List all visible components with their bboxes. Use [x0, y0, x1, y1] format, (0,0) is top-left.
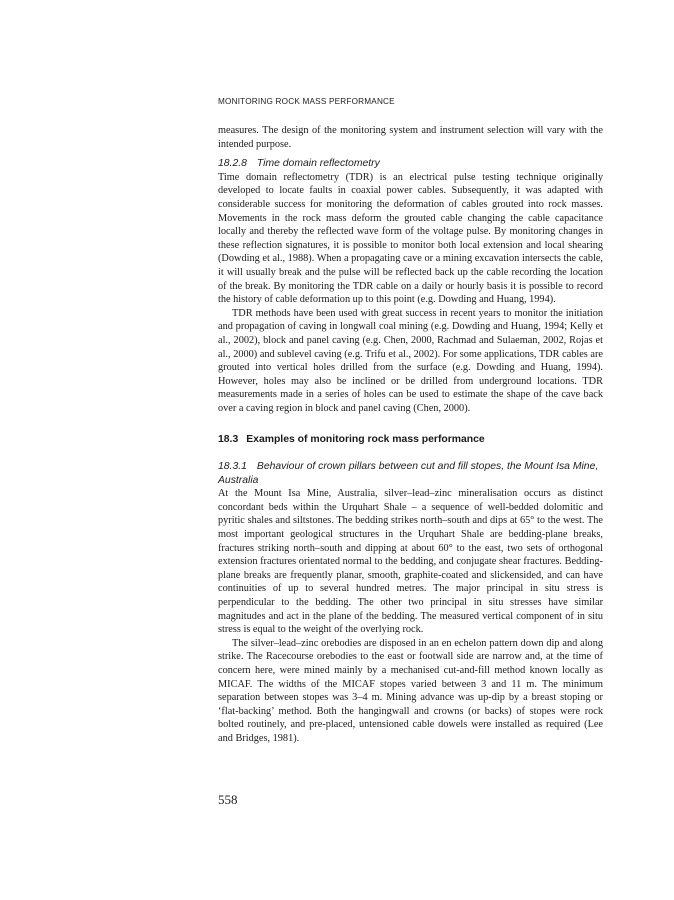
- subsection-heading-tdr: [218, 157, 603, 171]
- paragraph-tdr-2: TDR methods have been used with great success in recent years to monitor the initiation and propagation of caving in longwall coal mining (e.g. Dowding and Huang, 1994; Kelly et al., 2002), block and panel caving (e.g. Chen, 2000, Rachmad and Sulaeman, 2002, Rojas et al., 2000) and sublevel caving (e.g. Trifu et al., 2002). For some applications, TDR cables are grouted into vertical holes drilled from the surface (e.g. Dowding and Huang, 1994). However, holes may also be inclined or be drilled from underground locations. TDR measurements made in a series of holes can be used to estimate the shape of the cave back over a caving region in block and panel caving (Chen, 2000).: [218, 307, 603, 414]
- paragraph-mount-isa-2: The silver–lead–zinc orebodies are disposed in an en echelon pattern down dip and along strike. The Racecourse orebodies to the east or footwall side are narrow and, at the time of concern here, were mined mainly by a mechanised cut-and-fill method known locally as MICAF. The widths of the MICAF stopes varied between 3 and 11 m. The minimum separation between stopes was 3–4 m. Mining advance was up-dip by a breast stoping or ‘flat-backing’ method. Both the hangingwall and crowns (or backs) of stopes were rock bolted routinely, and pre-placed, untensioned cable dowels were installed as required (Lee and Bridges, 1981).: [218, 637, 603, 744]
- subsection-heading-mount-isa: [218, 460, 603, 487]
- section-title: Examples of monitoring rock mass performance: [246, 434, 485, 446]
- intro-paragraph: measures. The design of the monitoring system and instrument selection will vary with the intended purpose.: [218, 125, 603, 150]
- subsection-title: Time domain reflectometry: [256, 158, 380, 170]
- subsection-title: Behaviour of crown pillars between cut and fill stopes, the Mount Isa Mine, Australia: [218, 461, 599, 486]
- section-heading: [218, 433, 603, 447]
- paragraph-tdr-1: Time domain reflectometry (TDR) is an electrical pulse testing technique originally developed to locate faults in coaxial power cables. Subsequently, it was adapted with considerable success for monitoring the deformation of cables grouted into rock masses. Movements in the rock mass deform the grouted cable changing the cable capacitance locally and thereby the reflected wave form of the voltage pulse. By monitoring changes in these reflection signatures, it is possible to monitor both local extension and local shearing (Dowding et al., 1988). When a propagating cave or a mining excavation intersects the cable, it will usually break and the pulse will be reflected back up the cable recording the location of the break. By monitoring the TDR cable on a daily or hourly basis it is possible to record the history of cable deformation up to this point (e.g. Dowding and Huang, 1994).: [218, 171, 603, 306]
- body-text: [218, 124, 603, 746]
- section-number: 18.3: [218, 434, 239, 446]
- paragraph-mount-isa-1: At the Mount Isa Mine, Australia, silver–lead–zinc mineralisation occurs as distinct concordant beds within the Urquhart Shale – a sequence of well-bedded dolomitic and pyritic shales and siltstones. The bedding strikes north–south and dips at 65° to the west. The most important geological structures in the Urquhart Shale are bedding-plane breaks, fractures striking north–south and dipping at about 60° to the east, two sets of orthogonal extension fractures orientated normal to the bedding, and conjugate shear fractures. Bedding-plane breaks are frequently planar, smooth, graphite-coated and slickensided, and can have continuities of up to several hundred metres. The major principal in situ stress is perpendicular to the bedding. The other two principal in situ stresses have similar magnitudes and act in the plane of the bedding. The measured vertical component of in situ stress is equal to the weight of the overlying rock.: [218, 488, 603, 636]
- page-number: 558: [218, 792, 238, 807]
- subsection-number: 18.2.8: [218, 158, 247, 170]
- running-head: MONITORING ROCK MASS PERFORMANCE: [218, 97, 395, 106]
- subsection-number: 18.3.1: [218, 461, 247, 473]
